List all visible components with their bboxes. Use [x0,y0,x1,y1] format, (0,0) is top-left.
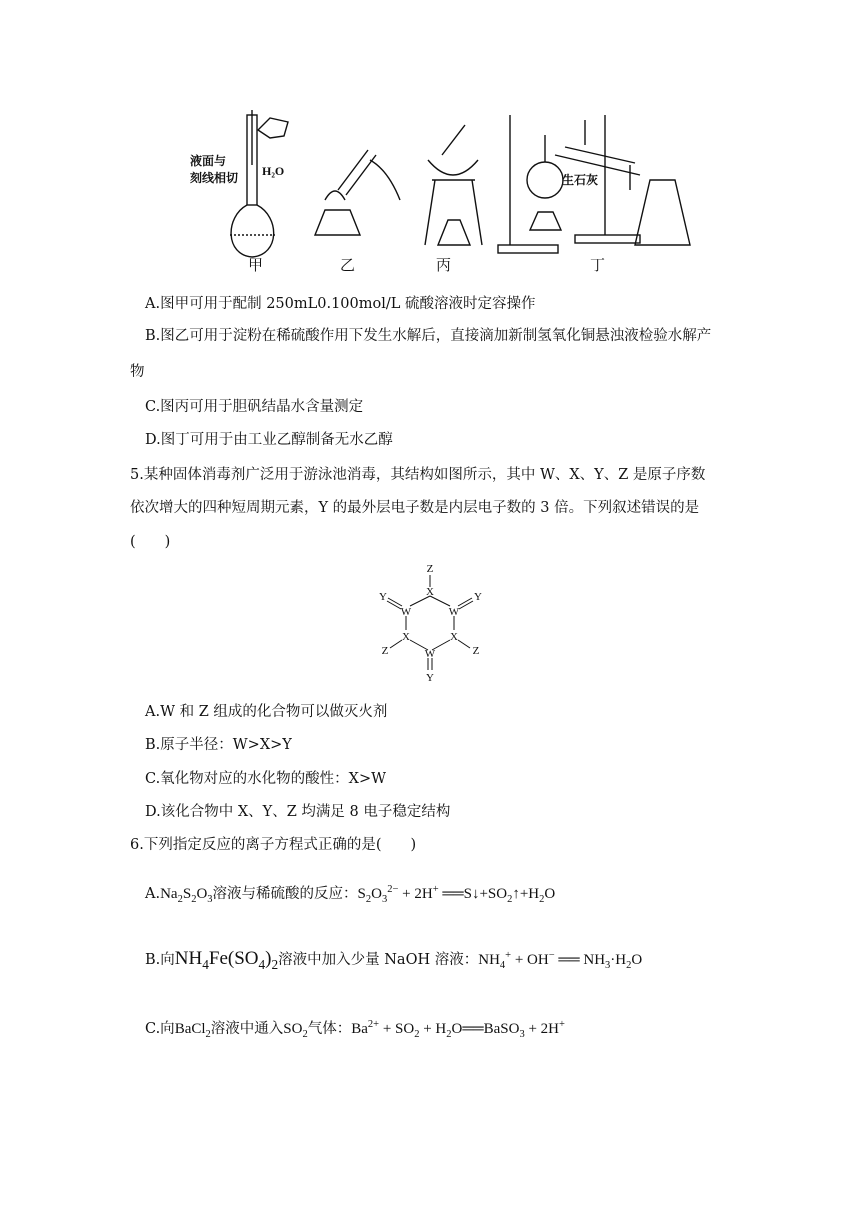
atom-y-bottom: Y [426,672,434,684]
q6-option-b [145,948,642,973]
quicklime-label: 生石灰 [562,173,599,187]
formula-bacl2: BaCl$_2$ [174,1021,211,1040]
q6-option-b-prefix: B.向 [145,952,175,968]
atom-z-left: Z [381,645,389,657]
q6-option-a-text: 溶液与稀硫酸的反应： [212,886,358,902]
equation-b: $NH_4^+ + OH^-$ ══ $NH_3\cdot H_2O$ [478,950,643,971]
atom-y-left: Y [379,591,387,603]
q6-option-a [145,882,555,905]
q5-option-a: A.W 和 Z 组成的化合物可以做灭火剂 [145,704,388,720]
figure-label-yi: 乙 [340,258,356,274]
q4-option-d: D.图丁可用于由工业乙醇制备无水乙醇 [145,432,393,448]
equation-c: $Ba^{2+} + SO_2$ + $H_2O══BaSO_3 + 2H^+$ [351,1019,565,1040]
water-label: H₂O [262,164,285,178]
q5-stem-line1: 5.某种固体消毒剂广泛用于游泳池消毒，其结构如图所示，其中 W、X、Y、Z 是原子序数 [130,467,706,483]
atom-x-left: X [402,631,410,643]
molecule-structure [370,560,500,685]
q6-option-c-mid: 溶液中通入 [210,1021,284,1037]
atom-x-right: X [450,631,458,643]
annotation-line2: 刻线相切 [190,171,239,185]
equation-a: $S_2O_3^{2-} + 2H^+$ $══S↓+SO_2↑+H_2O$ [357,884,556,905]
figure-label-jia: 甲 [248,258,264,274]
q4-option-c: C.图丙可用于胆矾结晶水含量测定 [145,399,364,415]
apparatus-figure [180,105,700,275]
q5-stem-line2: 依次增大的四种短周期元素，Y 的最外层电子数是内层电子数的 3 倍。下列叙述错误的是 [130,500,700,516]
atom-z-top: Z [426,563,434,575]
atom-w-right: W [448,606,460,618]
q5-option-c: C.氧化物对应的水化物的酸性：X>W [145,771,387,787]
q4-option-b-line1: B.图乙可用于淀粉在稀硫酸作用下发生水解后，直接滴加新制氢氧化铜悬浊液检验水解产 [145,328,712,344]
annotation-line1: 液面与 [190,154,227,168]
q5-option-d: D.该化合物中 X、Y、Z 均满足 8 电子稳定结构 [145,804,451,820]
figure-label-bing: 丙 [436,258,452,274]
q6-option-c [145,1017,565,1040]
q6-option-c-prefix: C.向 [145,1021,175,1037]
q6-stem: 6.下列指定反应的离子方程式正确的是( ) [130,837,417,853]
figure-label-ding: 丁 [590,258,606,274]
q5-option-b: B.原子半径：W>X>Y [145,737,292,753]
formula-na2s2o3: $Na_2S_2O_3$ [160,886,213,905]
atom-w-left: W [400,606,412,618]
atom-z-right: Z [472,645,480,657]
q4-option-a: A.图甲可用于配制 250mL0.100mol/L 硫酸溶液时定容操作 [145,296,536,312]
atom-w-bottom: W [424,648,436,660]
q6-option-b-text: 溶液中加入少量 NaOH 溶液： [278,952,479,968]
q4-option-b-line2: 物 [130,364,145,380]
q6-option-a-prefix: A. [145,886,161,902]
atom-y-right: Y [474,591,482,603]
q5-stem-line3: ( ) [130,534,171,550]
apparatus-drawing [180,105,700,275]
formula-nh4fe-so4-2: $NH_4Fe(SO_4)_2$ [174,948,279,972]
q6-option-c-text: 气体： [307,1021,352,1037]
formula-so2: $SO_2$ [283,1021,308,1040]
atom-x-top: X [426,586,434,598]
